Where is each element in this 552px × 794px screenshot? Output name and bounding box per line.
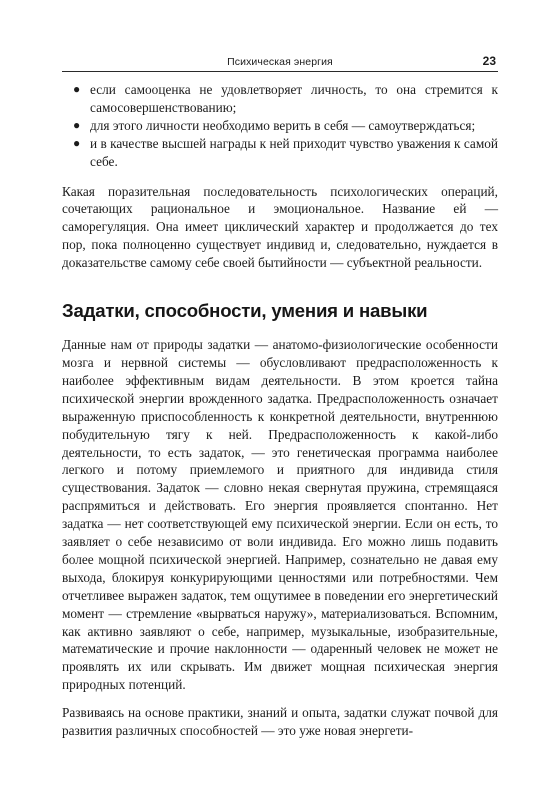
list-item-text: и в качестве высшей награды к ней приходит чувство уважения к самой себе.: [90, 135, 498, 169]
paragraph: Какая поразительная последовательность психологических операций, сочетающих рациональное и эмоциональное. Название ей — саморегуляция. Она имеет циклический характер и продолжается до тех пор, пока полноценно существует индивид и, следовательно, нуждается в доказательстве самому себе своей бытийности — субъектной реальности.: [62, 183, 498, 271]
page-number: 23: [482, 54, 496, 68]
page-body: [62, 81, 498, 750]
bullet-icon: ●: [73, 82, 81, 96]
bullet-list: [62, 81, 498, 171]
paragraph: Данные нам от природы задатки — анатомо-физиологические особенности мозга и нервной системы — обусловливают предрасположенность к наиболее эффективным видам деятельности. В этом кроется тайна психической энергии врожденного задатка. Предрасположенность означает выраженную приспособленность к конкретной деятельности, внутреннюю побудительную тягу к ней. Предрасположенность к какой-либо деятельности, то есть задаток, — это генетическая программа наиболее легкого и потому приемлемого и приятного для индивида стиля существования. Задаток — словно некая свернутая пружина, стремящаяся распрямиться и действовать. Его энергия проявляется спонтанно. Нет задатка — нет соответствующей ему психической энергии. Если он есть, то заявляет о себе независимо от воли индивида. Его можно лишь подавить более мощной психической энергией. Например, сознательно не давая ему выхода, блокируя конкурирующими ценностями или потребностями. Чем отчетливее выражен задаток, тем ощутимее в поведении его энергетический момент — стремление «вырваться наружу», материализоваться. Вспомним, как активно заявляют о себе, например, музыкальные, изобразительные, математические и прочие наклонности — одаренный человек не может не проявлять их или скрывать. Им движет мощная психическая энергия природных потенций.: [62, 337, 498, 693]
running-header: [62, 53, 498, 72]
list-item-text: для этого личности необходимо верить в себя — самоутверждаться;: [90, 117, 476, 133]
list-item: [62, 135, 498, 171]
bullet-icon: ●: [73, 135, 81, 150]
running-title: Психическая энергия: [227, 56, 333, 68]
list-item-text: если самооценка не удовлетворяет личность, то она стремится к самосовершенствованию;: [90, 82, 498, 115]
bullet-icon: ●: [73, 117, 81, 132]
list-item: [62, 117, 498, 135]
paragraph: Развиваясь на основе практики, знаний и опыта, задатки служат почвой для развития различных способностей — это уже новая энергети-: [62, 705, 498, 739]
section-heading: Задатки, способности, умения и навыки: [62, 300, 428, 322]
list-item: [62, 81, 498, 117]
